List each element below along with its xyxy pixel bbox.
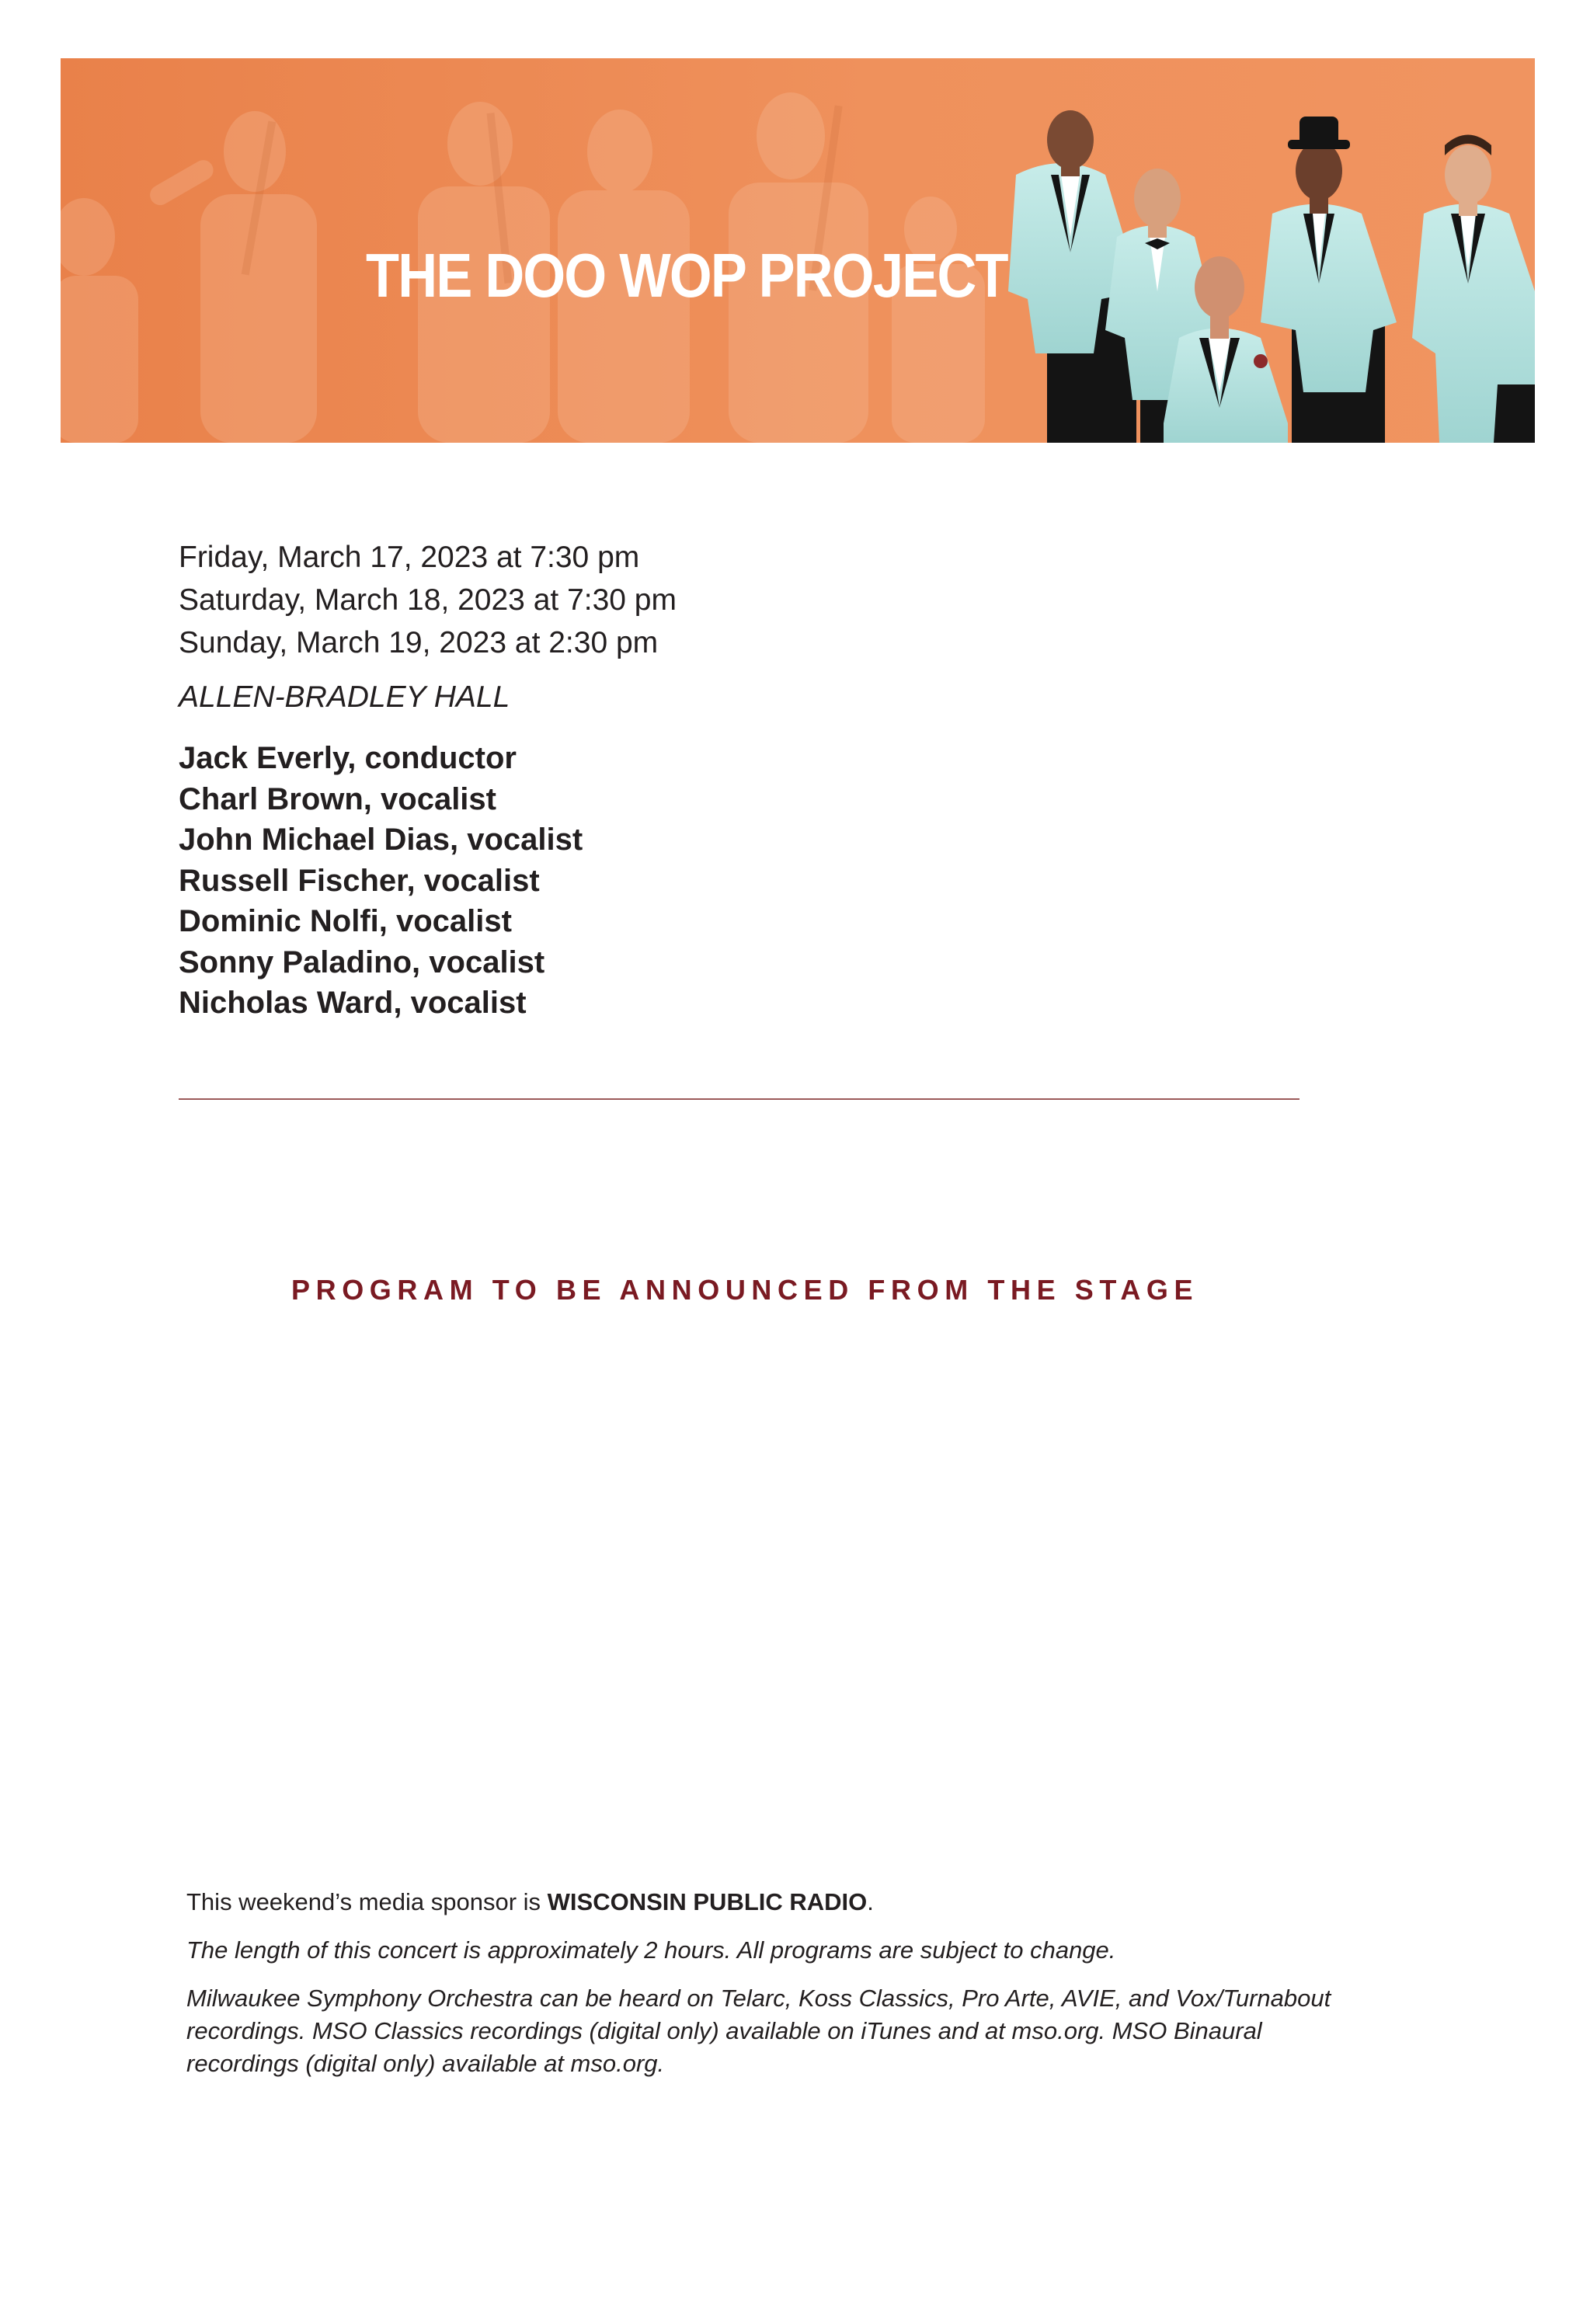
performance-date: Friday, March 17, 2023 at 7:30 pm xyxy=(179,541,640,574)
artist-item: John Michael Dias, vocalist xyxy=(179,823,583,857)
artist-item: Sonny Paladino, vocalist xyxy=(179,945,545,979)
artist-item: Russell Fischer, vocalist xyxy=(179,863,540,898)
artist-item: Charl Brown, vocalist xyxy=(179,781,496,816)
footer-notes xyxy=(186,1886,1352,2080)
section-divider xyxy=(179,1098,1299,1100)
program-announcement: PROGRAM TO BE ANNOUNCED FROM THE STAGE xyxy=(291,1274,1199,1306)
header-banner xyxy=(61,58,1535,443)
concert-length-note: The length of this concert is approximately 2 hours. All programs are subject to change. xyxy=(186,1936,1116,1964)
artist-item: Jack Everly, conductor xyxy=(179,741,517,775)
performance-date: Saturday, March 18, 2023 at 7:30 pm xyxy=(179,583,677,617)
artist-item: Nicholas Ward, vocalist xyxy=(179,986,527,1020)
artist-item: Dominic Nolfi, vocalist xyxy=(179,904,512,938)
recordings-note: Milwaukee Symphony Orchestra can be heard on Telarc, Koss Classics, Pro Arte, AVIE, and Vox/Turnabout recordings. MSO Classics recordings (digital only) available on iTunes and at mso.org. MSO Binaural recordings (digital only) available at mso.org. xyxy=(186,1985,1331,2077)
media-sponsor-line xyxy=(186,1886,1352,1919)
performance-dates xyxy=(179,536,677,664)
venue-name: ALLEN-BRADLEY HALL xyxy=(179,680,510,714)
performance-date: Sunday, March 19, 2023 at 2:30 pm xyxy=(179,626,659,659)
sponsor-suffix: . xyxy=(867,1888,874,1915)
artist-list xyxy=(179,738,583,1024)
banner-title: THE DOO WOP PROJECT xyxy=(366,241,1007,310)
sponsor-prefix: This weekend’s media sponsor is xyxy=(186,1888,548,1915)
sponsor-name: WISCONSIN PUBLIC RADIO xyxy=(547,1888,868,1915)
